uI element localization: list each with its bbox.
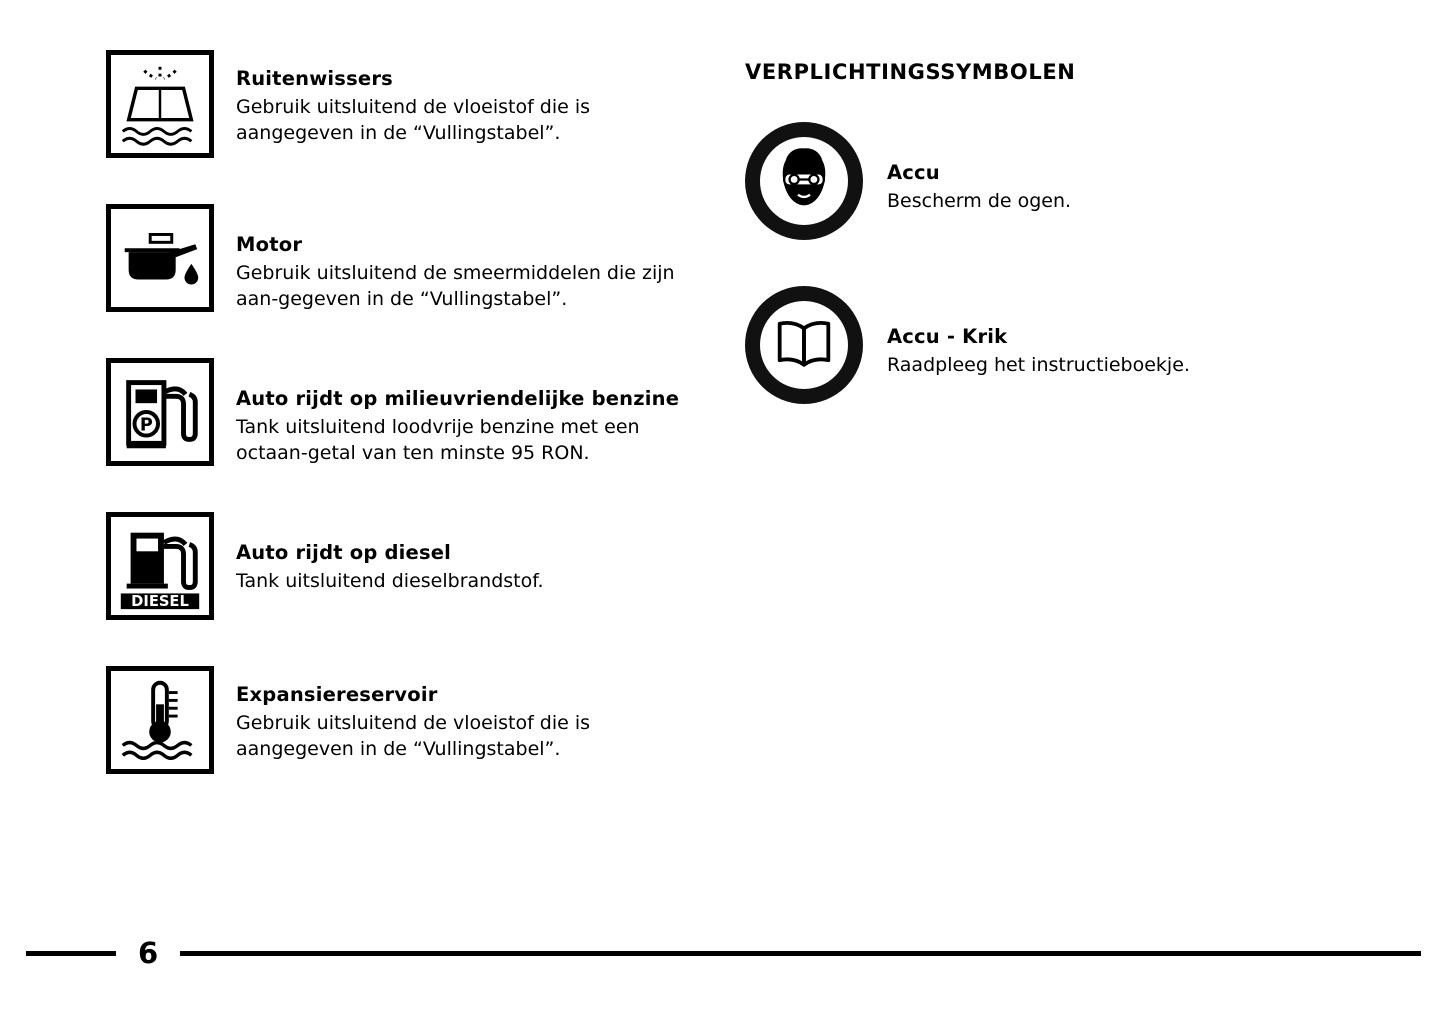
page-footer xyxy=(26,935,1421,970)
symbol-entry-consult-manual xyxy=(745,286,1345,404)
text-container xyxy=(875,286,1345,379)
symbol-entry-unleaded-petrol xyxy=(106,358,706,466)
entry-description: Gebruik uitsluitend de vloeistof die is aangegeven in de “Vullingstabel”. xyxy=(236,712,591,760)
section-heading: VERPLICHTINGSSYMBOLEN xyxy=(745,60,1076,84)
unleaded-fuel-pump-icon xyxy=(106,358,214,466)
left-column xyxy=(106,50,706,820)
footer-rule-right xyxy=(180,951,1421,956)
symbol-entry-coolant-reservoir xyxy=(106,666,706,774)
entry-title: Accu - Krik xyxy=(887,325,1008,348)
eye-protection-goggles-icon xyxy=(745,122,863,240)
engine-oil-can-icon xyxy=(106,204,214,312)
icon-inner xyxy=(760,137,848,225)
symbol-entry-battery-eye-protection xyxy=(745,122,1345,240)
entry-description: Gebruik uitsluitend de smeermiddelen die zijn aan-gegeven in de “Vullingstabel”. xyxy=(236,262,675,310)
entry-description: Tank uitsluitend loodvrije benzine met een octaan-getal van ten minste 95 RON. xyxy=(236,416,640,464)
right-column xyxy=(745,50,1345,450)
entry-title: Auto rijdt op diesel xyxy=(236,541,452,564)
text-container xyxy=(218,666,706,762)
entry-title: Auto rijdt op milieuvriendelijke benzine xyxy=(236,387,680,410)
text-container xyxy=(218,204,706,312)
symbol-entry-diesel xyxy=(106,512,706,620)
text-container xyxy=(218,512,706,595)
icon-container xyxy=(106,50,218,158)
text-container xyxy=(218,358,706,466)
windscreen-washer-icon xyxy=(106,50,214,158)
symbol-entry-windscreen-washer xyxy=(106,50,706,158)
entry-description: Raadpleeg het instructieboekje. xyxy=(887,354,1190,377)
entry-title: Expansiereservoir xyxy=(236,683,438,706)
diesel-label: DIESEL xyxy=(131,593,189,611)
text-container xyxy=(218,50,706,146)
open-manual-book-icon xyxy=(745,286,863,404)
icon-container xyxy=(106,666,218,774)
icon-container xyxy=(106,512,218,620)
entry-description: Gebruik uitsluitend de vloeistof die is aangegeven in de “Vullingstabel”. xyxy=(236,96,591,144)
entry-title: Ruitenwissers xyxy=(236,67,393,90)
footer-rule-left xyxy=(26,951,116,956)
text-container xyxy=(875,122,1345,215)
icon-container xyxy=(106,358,218,466)
diesel-fuel-pump-icon xyxy=(106,512,214,620)
symbol-entry-engine xyxy=(106,204,706,312)
svg-text:P: P xyxy=(139,415,153,436)
entry-description: Bescherm de ogen. xyxy=(887,190,1072,213)
entry-description: Tank uitsluitend dieselbrandstof. xyxy=(236,570,544,593)
icon-container xyxy=(745,286,875,404)
page-number: 6 xyxy=(138,935,159,970)
coolant-thermometer-icon xyxy=(106,666,214,774)
icon-container xyxy=(106,204,218,312)
entry-title: Motor xyxy=(236,233,303,256)
entry-title: Accu xyxy=(887,161,940,184)
icon-container xyxy=(745,122,875,240)
icon-inner xyxy=(760,301,848,389)
